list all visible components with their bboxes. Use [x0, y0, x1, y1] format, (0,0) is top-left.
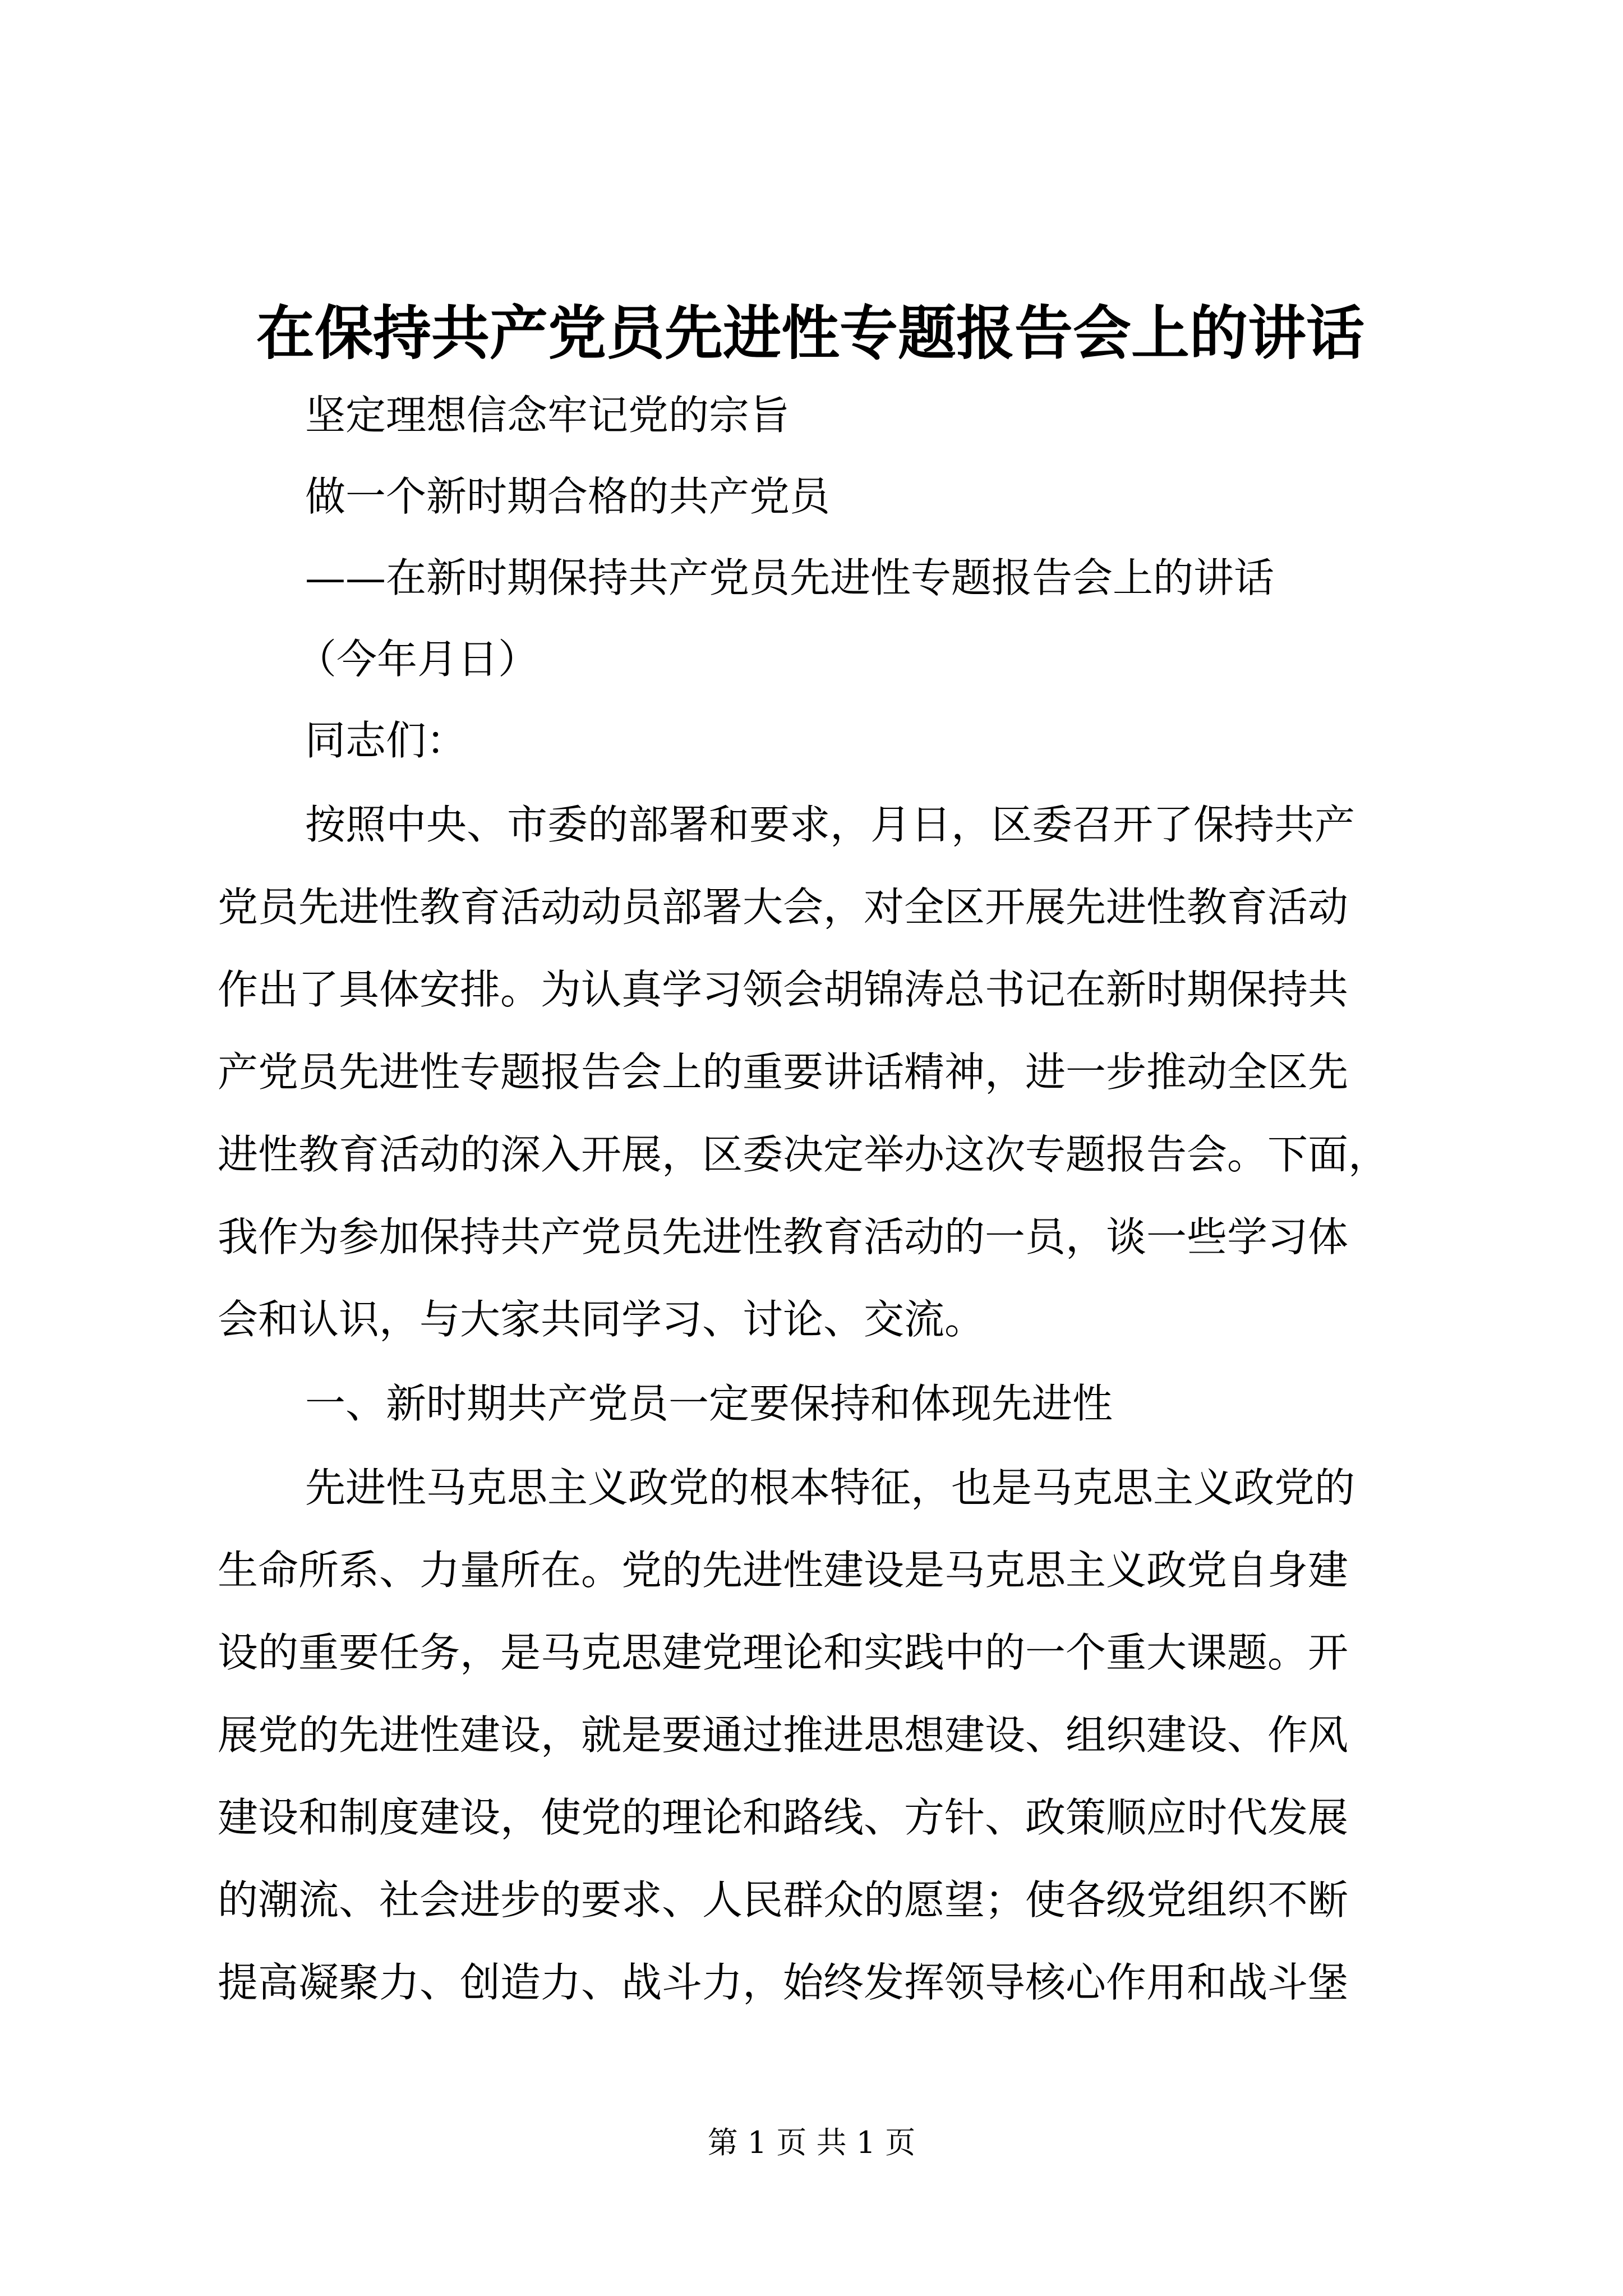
paragraph-1-line: 产党员先进性专题报告会上的重要讲话精神，进一步推动全区先 [218, 1048, 1349, 1096]
paragraph-2-line: 设的重要任务，是马克思建党理论和实践中的一个重大课题。开 [218, 1629, 1349, 1676]
speech-date: （今年月日） [296, 636, 539, 683]
paragraph-2-line: 提高凝聚力、创造力、战斗力，始终发挥领导核心作用和战斗堡 [218, 1959, 1349, 2006]
paragraph-2-line: 先进性马克思主义政党的根本特征，也是马克思主义政党的 [305, 1464, 1355, 1511]
paragraph-2-line: 建设和制度建设，使党的理论和路线、方针、政策顺应时代发展 [218, 1794, 1349, 1841]
paragraph-1-line: 作出了具体安排。为认真学习领会胡锦涛总书记在新时期保持共 [218, 966, 1349, 1013]
paragraph-1-line: 按照中央、市委的部署和要求，月日，区委召开了保持共产 [305, 801, 1355, 848]
paragraph-1-line: 会和认识，与大家共同学习、讨论、交流。 [218, 1296, 985, 1343]
subtitle-line-3: ——在新时期保持共产党员先进性专题报告会上的讲话 [305, 554, 1275, 601]
page-footer: 第 1 页 共 1 页 [707, 2125, 916, 2160]
document-title: 在保持共产党员先进性专题报告会上的讲话 [256, 298, 1364, 367]
paragraph-1-line: 党员先进性教育活动动员部署大会，对全区开展先进性教育活动 [218, 884, 1349, 931]
paragraph-1-line: 我作为参加保持共产党员先进性教育活动的一员，谈一些学习体 [218, 1213, 1349, 1260]
section-heading-1: 一、新时期共产党员一定要保持和体现先进性 [305, 1380, 1113, 1427]
subtitle-line-1: 坚定理想信念牢记党的宗旨 [305, 392, 790, 439]
paragraph-1-line: 进性教育活动的深入开展，区委决定举办这次专题报告会。下面， [218, 1131, 1389, 1178]
subtitle-line-2: 做一个新时期合格的共产党员 [305, 473, 831, 520]
paragraph-2-line: 的潮流、社会进步的要求、人民群众的愿望；使各级党组织不断 [218, 1876, 1349, 1924]
paragraph-2-line: 生命所系、力量所在。党的先进性建设是马克思主义政党自身建 [218, 1547, 1349, 1594]
paragraph-2-line: 展党的先进性建设，就是要通过推进思想建设、组织建设、作风 [218, 1711, 1349, 1759]
salutation: 同志们： [305, 717, 467, 764]
